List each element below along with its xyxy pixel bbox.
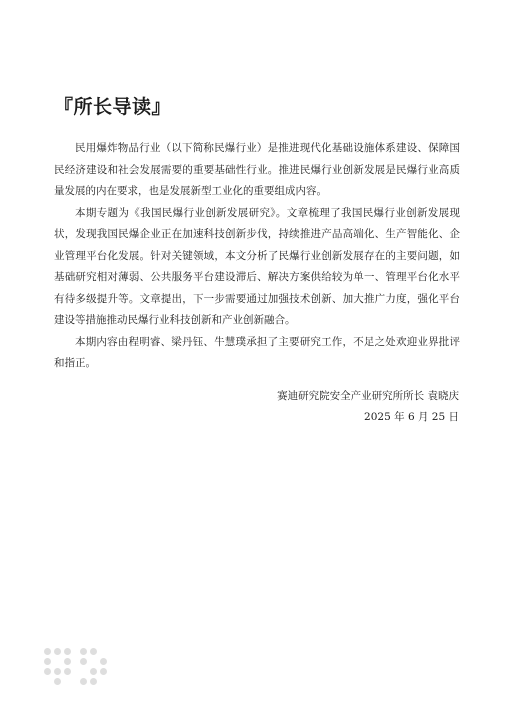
decorative-dot: [54, 678, 61, 685]
decorative-dot: [100, 668, 107, 675]
paragraph-credits: 本期内容由程明睿、梁丹钰、牛慧璞承担了主要研究工作，不足之处欢迎业界批评和指正。: [54, 335, 460, 369]
decorative-dot: [80, 648, 87, 655]
decorative-dot: [100, 658, 107, 665]
decorative-dot: [80, 658, 87, 665]
decorative-dot: [44, 668, 51, 675]
decorative-dot: [54, 668, 61, 675]
decorative-dot: [44, 658, 51, 665]
decorative-dot: [64, 648, 71, 655]
paragraph-topic: 本期专题为《我国民爆行业创新发展研究》。文章梳理了我国民爆行业创新发展现状，发现我国民爆企业正在加速科技创新步伐，持续推进产品高端化、生产智能化、企业管理平台化发展。针对关键领域，本文分析了民爆行业创新发展存在的主要问题，如基础研究相对薄弱、公共服务平台建设滞后、解决方案供给较为单一、管理平台化水平有待多级提升等。文章提出，下一步需要通过加强技术创新、加大推广力度，强化平台建设等措施推动民爆行业科技创新和产业创新融合。: [54, 206, 460, 326]
decorative-dot: [90, 668, 97, 675]
decorative-dot: [90, 648, 97, 655]
page-title: 『所长导读』: [54, 96, 172, 118]
decorative-dot: [64, 668, 71, 675]
decorative-dot-pattern-icon: [44, 648, 110, 688]
signature-date: 2025 年 6 月 25 日: [364, 411, 459, 423]
article-body: [54, 138, 460, 375]
decorative-dot: [64, 658, 71, 665]
decorative-dot: [44, 648, 51, 655]
signature-block: [277, 386, 459, 428]
decorative-dot: [54, 648, 61, 655]
paragraph-intro: 民用爆炸物品行业（以下简称民爆行业）是推进现代化基础设施体系建设、保障国民经济建设和社会发展需要的重要基础性行业。推进民爆行业创新发展是民爆行业高质量发展的内在要求，也是发展新型工业化的重要组成内容。: [54, 142, 460, 197]
signature-author: 赛迪研究院安全产业研究所所长 袁晓庆: [277, 390, 459, 402]
decorative-dot: [80, 678, 87, 685]
decorative-dot: [90, 678, 97, 685]
